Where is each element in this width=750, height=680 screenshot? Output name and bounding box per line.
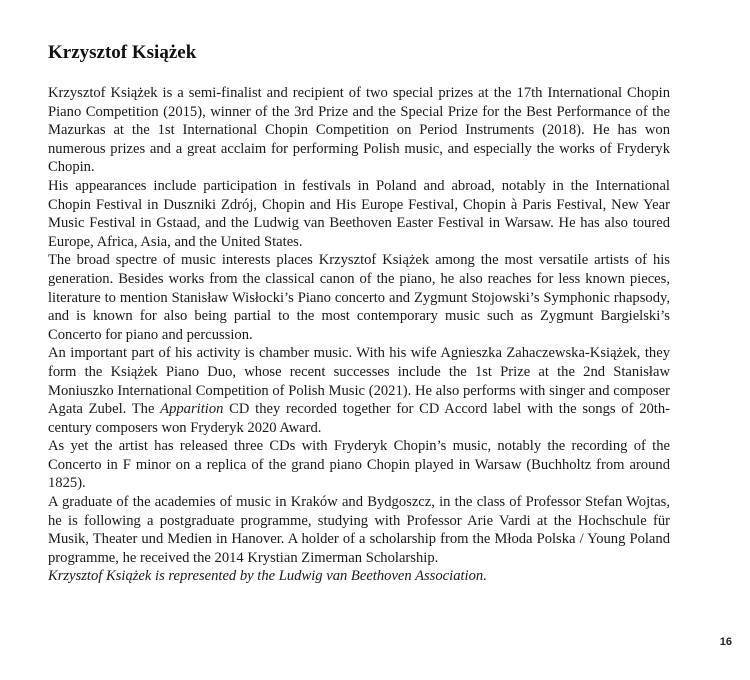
page-title: Krzysztof Książek bbox=[48, 42, 197, 63]
chamber-music-text-end: CD they recorded together for CD Accord label with the songs of 20th-century composers won Fryderyk 2020 Award. bbox=[48, 401, 671, 436]
paragraph-festivals: His appearances include participation in festivals in Poland and abroad, notably in the International Chopin Festival in Duszniki Zdrój, Chopin and His Europe Festival, Chopin à Paris Festival, New Year Music Festival in Gstaad, and the Ludwig van Beethoven Easter Festival in Warsaw. He has also toured Europe, Africa, Asia, and the United States. bbox=[48, 177, 670, 250]
paragraph-competitions: Krzysztof Książek is a semi-finalist and recipient of two special prizes at the 17th International Chopin Piano Competition (2015), winner of the 3rd Prize and the Special Prize for the Best Performance of the Mazurkas at the 1st International Chopin Competition on Period Instruments (2018). He has won numerous prizes and a great acclaim for performing Polish music, and especially the works of Fryderyk Chopin. bbox=[48, 85, 670, 176]
paragraph-recordings: As yet the artist has released three CDs with Fryderyk Chopin’s music, notably the recording of the Concerto in F minor on a replica of the grand piano Chopin played in Warsaw (Buchholtz from around 1825). bbox=[48, 438, 670, 492]
paragraph-repertoire: The broad spectre of music interests places Krzysztof Książek among the most versatile artists of his generation. Besides works from the classical canon of the piano, he also reaches for less known pieces, literature to mention Stanisław Wisłocki’s Piano concerto and Zygmunt Stojowski’s Symphonic rhapsody, and is known for also being partial to the most contemporary music such as Zygmunt Bargielski’s Concerto for piano and percussion. bbox=[48, 252, 670, 343]
page-number: 16 bbox=[719, 636, 732, 648]
paragraph-education: A graduate of the academies of music in Kraków and Bydgoszcz, in the class of Professor Stefan Wojtas, he is following a postgraduate programme, studying with Professor Arie Vardi at the Hochschule für Musik, Theater und Medien in Hanover. A holder of a scholarship from the Młoda Polska / Young Poland programme, he received the 2014 Krystian Zimerman Scholarship. bbox=[48, 494, 670, 566]
chamber-music-text-start: An important part of his activity is chamber music. With his wife Agnieszka Zahaczewska-Książek, they form the Książek Piano Duo, whose recent successes include the 1st Prize at the 2nd Stanisław Moniuszko International Competition of Polish Music (2021). He also performs with singer and composer Agata Zubel. The bbox=[48, 345, 670, 418]
album-title-apparition: Apparition bbox=[160, 401, 224, 418]
biography-body bbox=[48, 84, 670, 586]
paragraph-representation: Krzysztof Książek is represented by the Ludwig van Beethoven Association. bbox=[48, 568, 487, 585]
document-page bbox=[48, 40, 670, 586]
paragraph-chamber-music bbox=[48, 344, 670, 437]
